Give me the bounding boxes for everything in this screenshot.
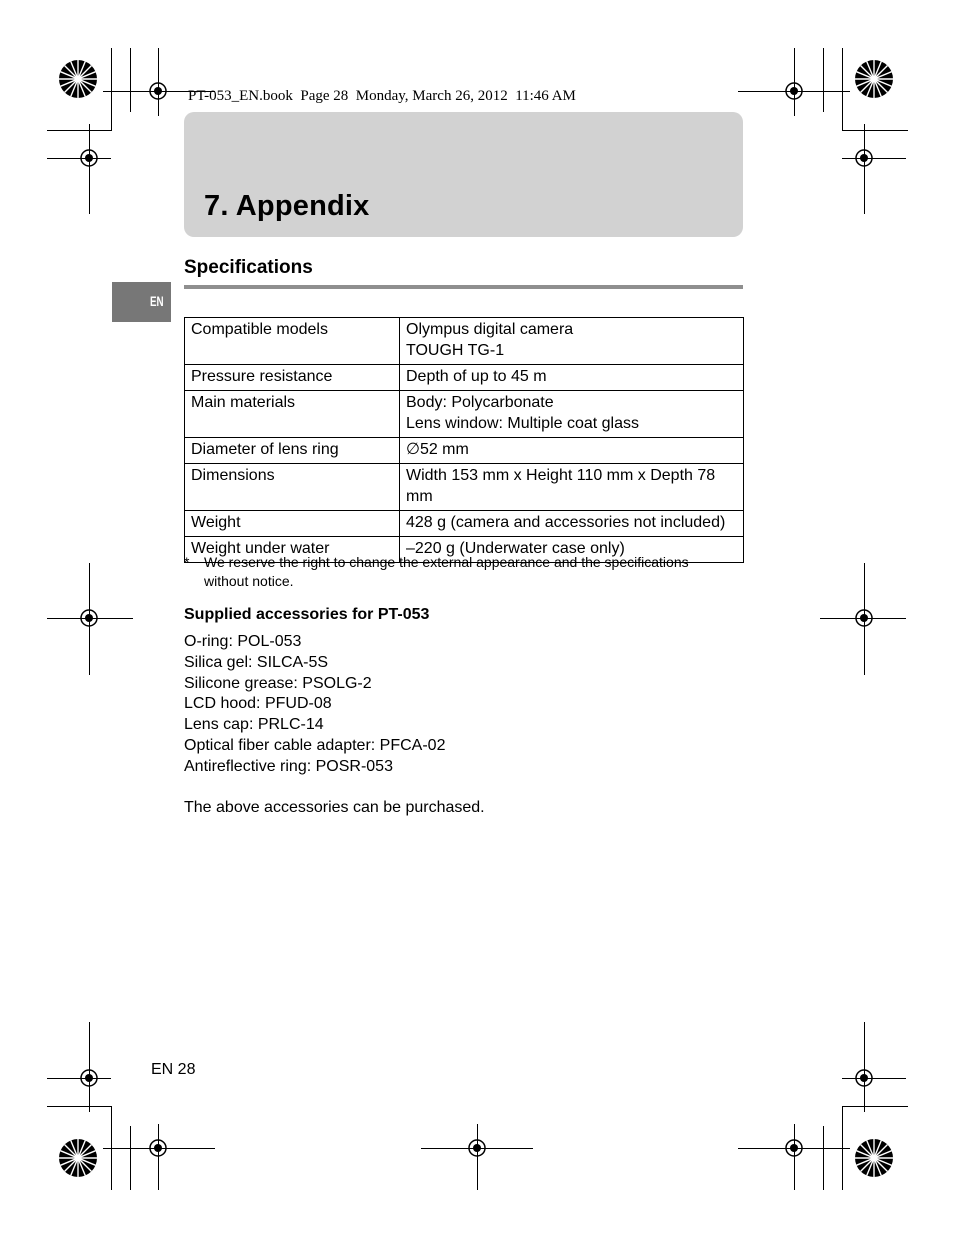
list-item: LCD hood: PFUD-08 [184, 695, 332, 713]
spec-label: Diameter of lens ring [185, 438, 400, 464]
registration-mark-icon [853, 147, 875, 169]
crop-line [842, 1106, 908, 1107]
list-item: Optical fiber cable adapter: PFCA-02 [184, 736, 446, 754]
star-target-icon [57, 58, 99, 100]
table-row [185, 365, 744, 391]
table-row [185, 318, 744, 365]
section-heading: Specifications [184, 257, 313, 278]
accessories-heading: Supplied accessories for PT-053 [184, 606, 430, 623]
crop-line [130, 48, 131, 112]
spec-value [400, 438, 744, 464]
chapter-banner [184, 112, 743, 237]
spec-value [400, 318, 744, 365]
crop-line [842, 130, 908, 131]
registration-mark-icon [147, 1137, 169, 1159]
registration-mark-icon [78, 1067, 100, 1089]
file-info-header: PT-053_EN.book Page 28 Monday, March 26, 2012 11:46 AM [188, 88, 576, 104]
list-item: O-ring: POL-053 [184, 633, 302, 650]
star-target-icon [853, 1137, 895, 1179]
spec-value-line: Width 153 mm x Height 110 mm x Depth 78 mm [406, 467, 716, 505]
spec-value [400, 464, 744, 511]
spec-value-line: TOUGH TG-1 [406, 342, 505, 359]
star-target-icon [853, 58, 895, 100]
registration-mark-icon [853, 1067, 875, 1089]
spec-value-line: 428 g (camera and accessories not included) [406, 514, 726, 531]
spec-label: Weight under water [185, 537, 400, 563]
registration-mark-icon [78, 147, 100, 169]
language-tab [112, 282, 171, 322]
spec-value-line: Lens window: Multiple coat glass [406, 415, 640, 432]
accessories-list [184, 632, 445, 778]
spec-value-line: Olympus digital camera [406, 321, 574, 338]
spec-label: Weight [185, 511, 400, 537]
spec-value [400, 365, 744, 391]
spec-label: Compatible models [185, 318, 400, 365]
star-target-icon [57, 1137, 99, 1179]
spec-value-line: ∅52 mm [406, 441, 469, 458]
spec-label: Dimensions [185, 464, 400, 511]
spec-value-line: –220 g (Underwater case only) [406, 540, 625, 557]
crop-line [130, 1126, 131, 1190]
crop-line [842, 48, 843, 131]
table-row [185, 464, 744, 511]
registration-mark-icon [783, 80, 805, 102]
crop-line [864, 124, 865, 214]
page-number: EN 28 [151, 1061, 196, 1078]
spec-value-line: Body: Polycarbonate [406, 394, 554, 411]
spec-table [184, 317, 744, 563]
crop-line [823, 1126, 824, 1190]
footnote-text: We reserve the right to change the external appearance and the specifications without notice. [204, 554, 689, 589]
registration-mark-icon [853, 607, 875, 629]
registration-mark-icon [783, 1137, 805, 1159]
language-tab-label: EN [150, 293, 164, 309]
crop-line [47, 1106, 111, 1107]
list-item: Antireflective ring: POSR-053 [184, 757, 393, 775]
spec-label: Pressure resistance [185, 365, 400, 391]
section-divider [184, 285, 743, 289]
spec-value [400, 391, 744, 438]
list-item: Lens cap: PRLC-14 [184, 716, 324, 734]
registration-mark-icon [78, 607, 100, 629]
table-row [185, 438, 744, 464]
footnote-mark: * [184, 554, 190, 570]
list-item: Silicone grease: PSOLG-2 [184, 674, 372, 692]
crop-line [111, 48, 112, 131]
purchase-note: The above accessories can be purchased. [184, 799, 485, 816]
spec-value [400, 511, 744, 537]
registration-mark-icon [466, 1137, 488, 1159]
chapter-title: 7. Appendix [204, 190, 370, 222]
spec-label: Main materials [185, 391, 400, 438]
list-item: Silica gel: SILCA-5S [184, 653, 329, 671]
crop-line [89, 124, 90, 214]
crop-line [47, 130, 111, 131]
crop-line [823, 48, 824, 112]
registration-mark-icon [147, 80, 169, 102]
table-row [185, 511, 744, 537]
spec-value-line: Depth of up to 45 m [406, 368, 547, 385]
table-row [185, 391, 744, 438]
